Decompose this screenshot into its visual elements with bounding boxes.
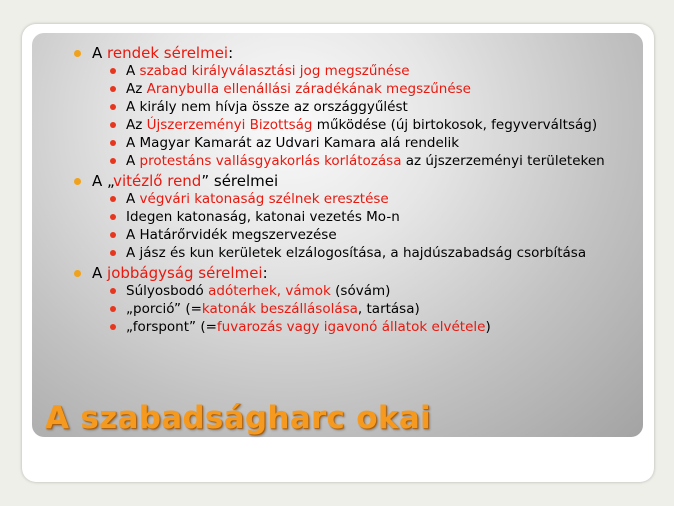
text-run: Idegen katonaság, katonai vezetés Mo-n	[126, 209, 400, 225]
text-run: A „	[92, 172, 114, 190]
text-run: A Határőrvidék megszervezése	[126, 227, 337, 243]
text-run: :	[228, 44, 234, 62]
text-run: A	[92, 264, 108, 282]
text-run: vitézlő rend	[113, 172, 202, 190]
text-run: , tartása)	[357, 301, 420, 317]
text-run: adóterhek, vámok	[208, 283, 331, 299]
bullet-icon	[110, 214, 116, 220]
text-run: (sóvám)	[330, 283, 391, 299]
list-item	[108, 320, 629, 334]
list-item	[108, 302, 629, 316]
text-run: jobbágyság sérelmei	[107, 264, 263, 282]
text-run: az újszerzeményi területeken	[401, 153, 605, 169]
sub-list	[92, 192, 629, 260]
bullet-icon	[110, 158, 116, 164]
slide-title: A szabadságharc okai	[45, 400, 431, 436]
list-item	[108, 284, 629, 298]
bullet-icon	[110, 86, 116, 92]
bullet-icon	[110, 250, 116, 256]
bullet-icon	[110, 104, 116, 110]
text-run: A	[126, 191, 140, 207]
bullet-icon	[74, 50, 81, 57]
text-run: A király nem hívja össze az országgyűlést	[126, 99, 408, 115]
bullet-icon	[110, 232, 116, 238]
text-run: A	[126, 63, 140, 79]
text-run: Újszerzeményi Bizottság	[146, 117, 313, 133]
list-item	[108, 246, 629, 260]
bullet-icon	[110, 140, 116, 146]
text-run: Az	[126, 117, 147, 133]
bullet-outline	[74, 44, 629, 338]
text-run: „forspont” (=	[126, 319, 217, 335]
bullet-icon	[110, 196, 116, 202]
text-run: ” sérelmei	[201, 172, 279, 190]
text-run: A	[126, 153, 140, 169]
text-run: Aranybulla ellenállási záradékának megszűnése	[146, 81, 471, 97]
section-item	[74, 172, 629, 260]
bullet-icon	[110, 122, 116, 128]
text-run: végvári katonaság szélnek eresztése	[139, 191, 389, 207]
text-run: Az	[126, 81, 147, 97]
text-run: katonák beszállásolása	[201, 301, 358, 317]
text-run: működése (új birtokosok, fegyverváltság)	[312, 117, 598, 133]
bullet-icon	[110, 324, 116, 330]
text-run: protestáns vallásgyakorlás korlátozása	[139, 153, 402, 169]
bullet-icon	[74, 270, 81, 277]
text-run: fuvarozás vagy igavonó állatok elvétele	[216, 319, 486, 335]
text-run: rendek sérelmei	[107, 44, 229, 62]
sub-list	[92, 284, 629, 334]
text-run: :	[262, 264, 268, 282]
bullet-icon	[110, 68, 116, 74]
text-run: A	[92, 44, 108, 62]
list-item	[108, 154, 629, 168]
text-run: )	[485, 319, 491, 335]
bullet-icon	[74, 178, 81, 185]
list-item	[108, 100, 629, 114]
list-item	[108, 64, 629, 78]
bullet-icon	[110, 306, 116, 312]
bullet-icon	[110, 288, 116, 294]
text-run: Súlyosbodó	[126, 283, 209, 299]
text-run: A Magyar Kamarát az Udvari Kamara alá rendelik	[126, 135, 460, 151]
text-run: szabad királyválasztási jog megszűnése	[139, 63, 410, 79]
text-run: A jász és kun kerületek elzálogosítása, a hajdúszabadság csorbítása	[126, 245, 587, 261]
list-item	[108, 118, 629, 132]
list-item	[108, 192, 629, 206]
section-label	[92, 172, 278, 190]
section-label	[92, 44, 233, 62]
section-item	[74, 264, 629, 334]
list-item	[108, 136, 629, 150]
list-item	[108, 228, 629, 242]
sub-list	[92, 64, 629, 168]
section-label	[92, 264, 268, 282]
list-item	[108, 82, 629, 96]
section-item	[74, 44, 629, 168]
text-run: „porció” (=	[126, 301, 202, 317]
list-item	[108, 210, 629, 224]
